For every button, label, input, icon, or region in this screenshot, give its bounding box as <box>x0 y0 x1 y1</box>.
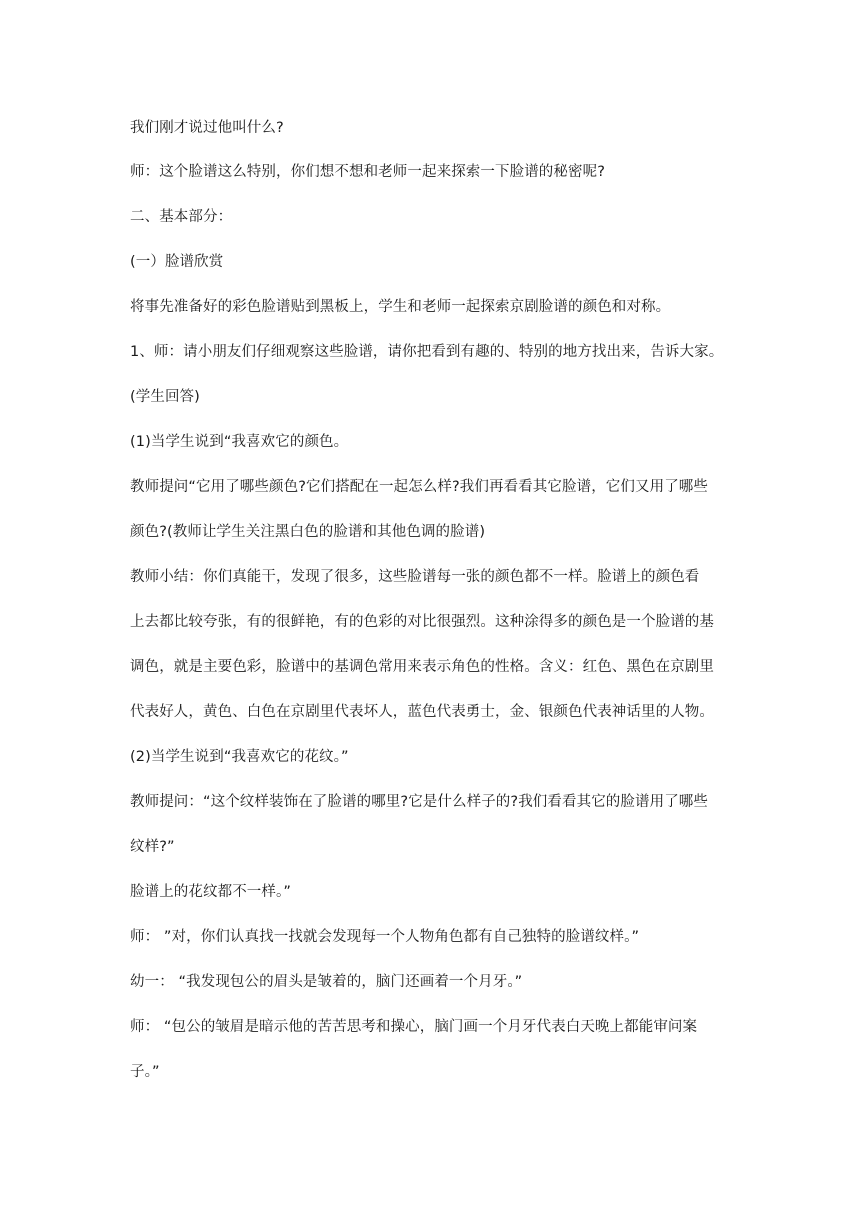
text-line: 将事先准备好的彩色脸谱贴到黑板上，学生和老师一起探索京剧脸谱的颜色和对称。 <box>130 299 671 315</box>
text-line: (1)当学生说到“我喜欢它的颜色。 <box>130 434 349 450</box>
text-line: 子。” <box>130 1064 160 1080</box>
subsection-heading: (一）脸谱欣赏 <box>130 254 224 270</box>
section-heading: 二、基本部分： <box>130 209 233 225</box>
text-line: 上去都比较夸张，有的很鲜艳，有的色彩的对比很强烈。这种涂得多的颜色是一个脸谱的基 <box>130 614 714 630</box>
text-line: 颜色?(教师让学生关注黑白色的脸谱和其他色调的脸谱) <box>130 524 486 540</box>
text-line: 代表好人，黄色、白色在京剧里代表坏人，蓝色代表勇士，金、银颜色代表神话里的人物。 <box>130 704 714 720</box>
text-line: 我们刚才说过他叫什么? <box>130 120 284 136</box>
text-line: (2)当学生说到“我喜欢它的花纹。” <box>130 749 349 765</box>
text-line: 纹样?” <box>130 839 175 855</box>
text-line: 调色，就是主要色彩，脸谱中的基调色常用来表示角色的性格。含义：红色、黑色在京剧里 <box>130 659 714 675</box>
text-line: 师： “包公的皱眉是暗示他的苦苦思考和操心，脑门画一个月牙代表白天晚上都能审问案 <box>130 1019 698 1035</box>
text-line: 脸谱上的花纹都不一样。” <box>130 884 291 900</box>
text-line: 教师提问：“这个纹样装饰在了脸谱的哪里?它是什么样子的?我们看看其它的脸谱用了哪些 <box>130 794 709 810</box>
text-line: 师： ”对，你们认真找一找就会发现每一个人物角色都有自己独特的脸谱纹样。” <box>130 929 640 945</box>
text-line: 教师提问“它用了哪些颜色?它们搭配在一起怎么样?我们再看看其它脸谱，它们又用了哪些 <box>130 479 709 495</box>
text-line: 1、师：请小朋友们仔细观察这些脸谱，请你把看到有趣的、特别的地方找出来，告诉大家。 <box>130 344 724 360</box>
text-line: 师：这个脸谱这么特别，你们想不想和老师一起来探索一下脸谱的秘密呢? <box>130 164 605 180</box>
text-line: 幼一： “我发现包公的眉头是皱着的，脑门还画着一个月牙。” <box>130 974 523 990</box>
text-line: (学生回答) <box>130 389 200 405</box>
text-line: 教师小结：你们真能干，发现了很多，这些脸谱每一张的颜色都不一样。脸谱上的颜色看 <box>130 569 700 585</box>
